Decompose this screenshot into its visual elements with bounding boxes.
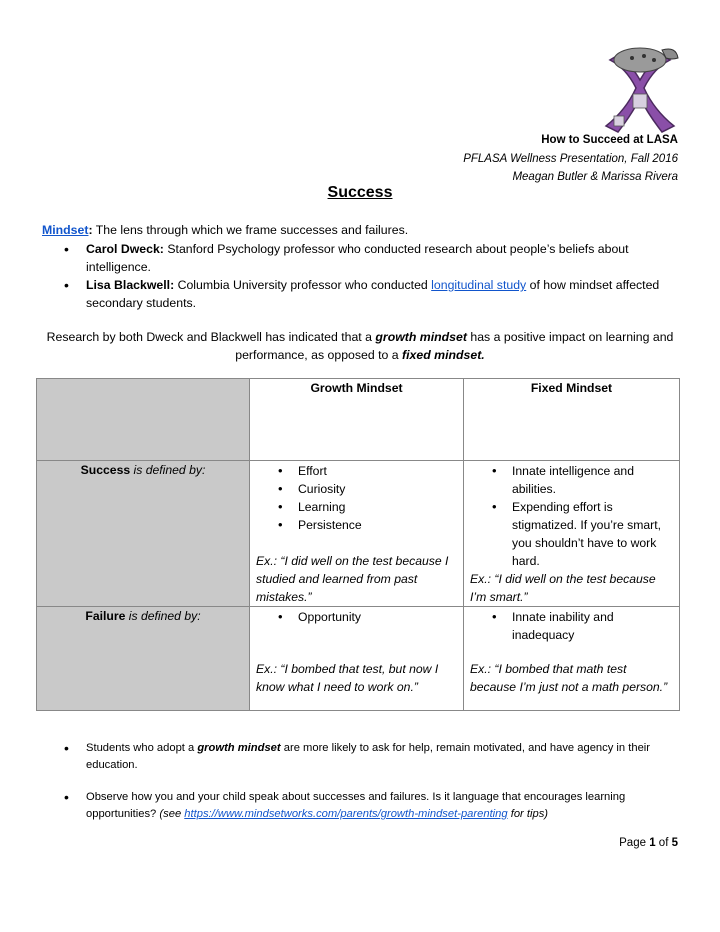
list-item: • Learning: [256, 498, 457, 516]
longitudinal-study-link[interactable]: longitudinal study: [431, 278, 527, 292]
list-item: • Opportunity: [256, 608, 457, 626]
header-title: How to Succeed at LASA: [541, 134, 678, 146]
table-row: [37, 379, 680, 461]
success-fixed-example: Ex.: “I did well on the test because I’m smart.”: [470, 572, 656, 604]
failure-fixed-cell: [464, 607, 680, 711]
list-item: • Effort: [256, 462, 457, 480]
header-authors: Meagan Butler & Marissa Rivera: [512, 171, 678, 183]
failure-row-header: Failure is defined by:: [37, 607, 250, 711]
failure-fixed-example: Ex.: “I bombed that math test because I’m just not a math person.”: [470, 662, 668, 694]
header-subtitle: PFLASA Wellness Presentation, Fall 2016: [463, 153, 678, 165]
success-fixed-cell: [464, 461, 680, 607]
mindset-definition: Mindset: The lens through which we frame successes and failures.: [42, 223, 409, 237]
mindset-link[interactable]: Mindset: [42, 223, 89, 237]
researcher-list: [60, 240, 680, 312]
success-growth-cell: [250, 461, 464, 607]
list-item: • Innate inability and inadequacy: [470, 608, 673, 644]
mindset-table: [36, 378, 680, 711]
page-number: Page 1 of 5: [619, 837, 678, 849]
list-item: • Students who adopt a growth mindset are more likely to ask for help, remain motivated, and have agency in their education.: [60, 740, 680, 774]
table-row: [37, 607, 680, 711]
table-row: [37, 461, 680, 607]
list-item: • Carol Dweck: Stanford Psychology professor who conducted research about people’s beliefs about intelligence.: [60, 240, 680, 276]
school-logo-icon: [596, 38, 684, 136]
list-item: • Innate intelligence and abilities.: [470, 462, 673, 498]
fixed-mindset-header: Fixed Mindset: [464, 379, 680, 461]
tips-list: [60, 740, 680, 838]
failure-growth-cell: [250, 607, 464, 711]
page-title: Success: [327, 184, 393, 201]
list-item: • Lisa Blackwell: Columbia University professor who conducted longitudinal study of how mindset affected secondary students.: [60, 276, 680, 312]
success-growth-example: Ex.: “I did well on the test because I studied and learned from past mistakes.”: [256, 554, 449, 604]
failure-growth-example: Ex.: “I bombed that test, but now I know what I need to work on.”: [256, 662, 439, 694]
success-row-header: Success is defined by:: [37, 461, 250, 607]
growth-mindset-header: Growth Mindset: [250, 379, 464, 461]
list-item: • Persistence: [256, 516, 457, 534]
mindsetworks-link[interactable]: https://www.mindsetworks.com/parents/growth-mindset-parenting: [184, 808, 508, 820]
definition-text: The lens through which we frame successes and failures.: [92, 223, 409, 237]
list-item: • Expending effort is stigmatized. If you’re smart, you shouldn’t have to work hard.: [470, 498, 673, 570]
list-item: • Curiosity: [256, 480, 457, 498]
list-item: • Observe how you and your child speak about successes and failures. Is it language that encourages learning opportunities? (see https://www.mindsetworks.com/parents/growth-mindset-parenting for tips): [60, 789, 680, 823]
research-paragraph: Research by both Dweck and Blackwell has indicated that a growth mindset has a positive impact on learning and performance, as opposed to a fixed mindset.: [46, 330, 674, 362]
table-corner-cell: [37, 379, 250, 461]
